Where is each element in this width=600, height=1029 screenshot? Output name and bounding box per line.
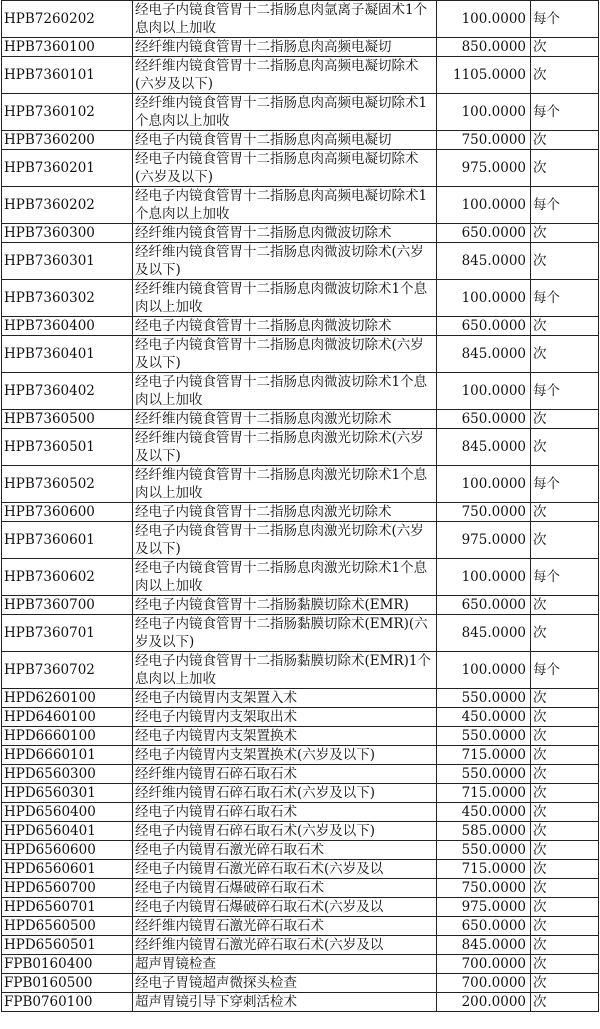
name-cell: 经纤维内镜食管胃十二指肠息肉高频电凝切除术1个息肉以上加收	[133, 94, 437, 131]
price-cell: 550.0000	[437, 841, 531, 860]
code-cell: HPB7360702	[2, 652, 133, 689]
unit-cell: 次	[531, 898, 599, 917]
name-cell: 经电子内镜食管胃十二指肠息肉微波切除术	[133, 317, 437, 336]
code-cell: FPB0160500	[2, 974, 133, 993]
name-cell: 经电子内镜胃内支架置入术	[133, 689, 437, 708]
code-cell: HPB7360501	[2, 429, 133, 466]
code-cell: HPB7360602	[2, 559, 133, 596]
name-cell: 经电子内镜食管胃十二指肠息肉高频电凝切	[133, 131, 437, 150]
name-cell: 经电子内镜食管胃十二指肠息肉高频电凝切除术1个息肉以上加收	[133, 187, 437, 224]
price-cell: 100.0000	[437, 280, 531, 317]
price-cell: 975.0000	[437, 898, 531, 917]
price-cell: 100.0000	[437, 466, 531, 503]
table-row	[2, 708, 599, 727]
unit-cell: 次	[531, 727, 599, 746]
name-cell: 经电子内镜胃内支架置换术	[133, 727, 437, 746]
code-cell: HPB7360400	[2, 317, 133, 336]
price-cell: 1105.0000	[437, 57, 531, 94]
code-cell: HPD6560501	[2, 936, 133, 955]
price-cell: 100.0000	[437, 652, 531, 689]
price-cell: 100.0000	[437, 373, 531, 410]
price-cell: 845.0000	[437, 936, 531, 955]
price-cell: 650.0000	[437, 917, 531, 936]
table-row	[2, 652, 599, 689]
unit-cell: 次	[531, 936, 599, 955]
code-cell: HPB7360500	[2, 410, 133, 429]
name-cell: 经纤维内镜食管胃十二指肠息肉激光切除术1个息肉以上加收	[133, 466, 437, 503]
price-cell: 550.0000	[437, 727, 531, 746]
code-cell: HPB7360101	[2, 57, 133, 94]
code-cell: HPD6660101	[2, 746, 133, 765]
name-cell: 经纤维内镜胃石激光碎石取石术	[133, 917, 437, 936]
unit-cell: 次	[531, 784, 599, 803]
table-row	[2, 94, 599, 131]
price-cell: 975.0000	[437, 150, 531, 187]
table-row	[2, 860, 599, 879]
name-cell: 经电子内镜食管胃十二指肠息肉高频电凝切除术(六岁及以下)	[133, 150, 437, 187]
name-cell: 经电子胃镜超声微探头检查	[133, 974, 437, 993]
table-row	[2, 57, 599, 94]
unit-cell: 次	[531, 708, 599, 727]
code-cell: HPB7360402	[2, 373, 133, 410]
table-row	[2, 503, 599, 522]
unit-cell: 次	[531, 879, 599, 898]
table-row	[2, 841, 599, 860]
unit-cell: 次	[531, 150, 599, 187]
price-cell: 750.0000	[437, 131, 531, 150]
price-cell: 845.0000	[437, 429, 531, 466]
code-cell: HPB7360502	[2, 466, 133, 503]
table-row	[2, 317, 599, 336]
table-row	[2, 522, 599, 559]
code-cell: HPD6560701	[2, 898, 133, 917]
unit-cell: 次	[531, 410, 599, 429]
table-row	[2, 936, 599, 955]
code-cell: HPD6560601	[2, 860, 133, 879]
table-row	[2, 38, 599, 57]
price-cell: 650.0000	[437, 317, 531, 336]
table-row	[2, 822, 599, 841]
price-cell: 975.0000	[437, 522, 531, 559]
unit-cell: 次	[531, 841, 599, 860]
name-cell: 经电子内镜胃内支架置换术(六岁及以下)	[133, 746, 437, 765]
price-cell: 715.0000	[437, 746, 531, 765]
code-cell: FPB0760100	[2, 993, 133, 1012]
code-cell: FPB0160400	[2, 955, 133, 974]
code-cell: HPD6260100	[2, 689, 133, 708]
table-row	[2, 879, 599, 898]
price-cell: 100.0000	[437, 94, 531, 131]
unit-cell: 次	[531, 917, 599, 936]
name-cell: 经电子内镜食管胃十二指肠息肉激光切除术	[133, 503, 437, 522]
table-row	[2, 1, 599, 38]
table-row	[2, 131, 599, 150]
table-row	[2, 974, 599, 993]
price-cell: 450.0000	[437, 708, 531, 727]
unit-cell: 次	[531, 822, 599, 841]
name-cell: 经电子内镜胃内支架取出术	[133, 708, 437, 727]
unit-cell: 每个	[531, 466, 599, 503]
table-row	[2, 429, 599, 466]
table-row	[2, 615, 599, 652]
name-cell: 经电子内镜食管胃十二指肠息肉氩离子凝固术1个息肉以上加收	[133, 1, 437, 38]
table-row	[2, 898, 599, 917]
price-cell: 750.0000	[437, 503, 531, 522]
table-row	[2, 410, 599, 429]
price-cell: 200.0000	[437, 993, 531, 1012]
unit-cell: 每个	[531, 652, 599, 689]
code-cell: HPB7360600	[2, 503, 133, 522]
code-cell: HPD6560600	[2, 841, 133, 860]
price-cell: 100.0000	[437, 559, 531, 596]
code-cell: HPB7260202	[2, 1, 133, 38]
code-cell: HPD6660100	[2, 727, 133, 746]
table-row	[2, 993, 599, 1012]
unit-cell: 次	[531, 955, 599, 974]
unit-cell: 次	[531, 522, 599, 559]
price-cell: 715.0000	[437, 784, 531, 803]
name-cell: 经电子内镜胃石碎石取石术(六岁及以下)	[133, 822, 437, 841]
name-cell: 经电子内镜食管胃十二指肠息肉微波切除术1个息肉以上加收	[133, 373, 437, 410]
unit-cell: 次	[531, 596, 599, 615]
name-cell: 经电子内镜食管胃十二指肠息肉激光切除术(六岁及以下)	[133, 522, 437, 559]
name-cell: 经纤维内镜胃石激光碎石取石术(六岁及以	[133, 936, 437, 955]
price-cell: 700.0000	[437, 974, 531, 993]
price-cell: 845.0000	[437, 243, 531, 280]
price-cell: 650.0000	[437, 596, 531, 615]
code-cell: HPD6460100	[2, 708, 133, 727]
price-cell: 845.0000	[437, 336, 531, 373]
code-cell: HPB7360700	[2, 596, 133, 615]
table-row	[2, 784, 599, 803]
unit-cell: 次	[531, 429, 599, 466]
unit-cell: 次	[531, 860, 599, 879]
name-cell: 经纤维内镜食管胃十二指肠息肉激光切除术	[133, 410, 437, 429]
table-row	[2, 559, 599, 596]
unit-cell: 次	[531, 243, 599, 280]
code-cell: HPD6560400	[2, 803, 133, 822]
code-cell: HPD6560500	[2, 917, 133, 936]
code-cell: HPB7360201	[2, 150, 133, 187]
code-cell: HPD6560300	[2, 765, 133, 784]
code-cell: HPB7360102	[2, 94, 133, 131]
name-cell: 经纤维内镜食管胃十二指肠息肉微波切除术1个息肉以上加收	[133, 280, 437, 317]
unit-cell: 每个	[531, 187, 599, 224]
table-row	[2, 689, 599, 708]
table-row	[2, 917, 599, 936]
unit-cell: 每个	[531, 1, 599, 38]
name-cell: 经纤维内镜胃石碎石取石术	[133, 765, 437, 784]
unit-cell: 次	[531, 224, 599, 243]
price-table-body	[2, 1, 599, 1012]
price-cell: 650.0000	[437, 224, 531, 243]
table-row	[2, 280, 599, 317]
code-cell: HPB7360701	[2, 615, 133, 652]
unit-cell: 次	[531, 131, 599, 150]
name-cell: 经电子内镜食管胃十二指肠息肉微波切除术(六岁及以下)	[133, 336, 437, 373]
unit-cell: 每个	[531, 373, 599, 410]
name-cell: 经纤维内镜食管胃十二指肠息肉微波切除术	[133, 224, 437, 243]
code-cell: HPD6560401	[2, 822, 133, 841]
table-row	[2, 765, 599, 784]
unit-cell: 次	[531, 57, 599, 94]
table-row	[2, 224, 599, 243]
code-cell: HPD6560301	[2, 784, 133, 803]
table-row	[2, 596, 599, 615]
unit-cell: 次	[531, 615, 599, 652]
code-cell: HPB7360202	[2, 187, 133, 224]
price-cell: 845.0000	[437, 615, 531, 652]
code-cell: HPB7360401	[2, 336, 133, 373]
unit-cell: 次	[531, 993, 599, 1012]
unit-cell: 次	[531, 38, 599, 57]
code-cell: HPD6560700	[2, 879, 133, 898]
table-row	[2, 803, 599, 822]
price-cell: 750.0000	[437, 879, 531, 898]
table-row	[2, 466, 599, 503]
unit-cell: 次	[531, 336, 599, 373]
name-cell: 经电子内镜胃石爆破碎石取石术	[133, 879, 437, 898]
name-cell: 经电子内镜食管胃十二指肠黏膜切除术(EMR)1个息肉以上加收	[133, 652, 437, 689]
name-cell: 经电子内镜胃石爆破碎石取石术(六岁及以	[133, 898, 437, 917]
name-cell: 超声胃镜引导下穿刺活检术	[133, 993, 437, 1012]
name-cell: 经纤维内镜食管胃十二指肠息肉高频电凝切	[133, 38, 437, 57]
unit-cell: 次	[531, 317, 599, 336]
code-cell: HPB7360601	[2, 522, 133, 559]
unit-cell: 次	[531, 503, 599, 522]
name-cell: 经纤维内镜食管胃十二指肠息肉激光切除术(六岁及以下)	[133, 429, 437, 466]
unit-cell: 次	[531, 803, 599, 822]
price-cell: 715.0000	[437, 860, 531, 879]
unit-cell: 每个	[531, 94, 599, 131]
price-cell: 650.0000	[437, 410, 531, 429]
table-row	[2, 727, 599, 746]
price-cell: 550.0000	[437, 765, 531, 784]
code-cell: HPB7360300	[2, 224, 133, 243]
code-cell: HPB7360200	[2, 131, 133, 150]
unit-cell: 每个	[531, 559, 599, 596]
price-cell: 585.0000	[437, 822, 531, 841]
table-row	[2, 746, 599, 765]
unit-cell: 次	[531, 746, 599, 765]
code-cell: HPB7360100	[2, 38, 133, 57]
price-cell: 700.0000	[437, 955, 531, 974]
price-table	[1, 0, 599, 1012]
price-cell: 850.0000	[437, 38, 531, 57]
price-cell: 100.0000	[437, 187, 531, 224]
price-cell: 550.0000	[437, 689, 531, 708]
code-cell: HPB7360302	[2, 280, 133, 317]
unit-cell: 每个	[531, 280, 599, 317]
name-cell: 经电子内镜食管胃十二指肠黏膜切除术(EMR)	[133, 596, 437, 615]
table-row	[2, 150, 599, 187]
name-cell: 经电子内镜胃石激光碎石取石术(六岁及以	[133, 860, 437, 879]
name-cell: 经电子内镜食管胃十二指肠黏膜切除术(EMR)(六岁及以下)	[133, 615, 437, 652]
unit-cell: 次	[531, 765, 599, 784]
table-row	[2, 336, 599, 373]
table-row	[2, 373, 599, 410]
price-cell: 100.0000	[437, 1, 531, 38]
name-cell: 经电子内镜食管胃十二指肠息肉激光切除术1个息肉以上加收	[133, 559, 437, 596]
code-cell: HPB7360301	[2, 243, 133, 280]
unit-cell: 次	[531, 974, 599, 993]
name-cell: 超声胃镜检查	[133, 955, 437, 974]
price-cell: 450.0000	[437, 803, 531, 822]
name-cell: 经纤维内镜食管胃十二指肠息肉高频电凝切除术(六岁及以下)	[133, 57, 437, 94]
name-cell: 经纤维内镜胃石碎石取石术(六岁及以下)	[133, 784, 437, 803]
name-cell: 经纤维内镜食管胃十二指肠息肉微波切除术(六岁及以下)	[133, 243, 437, 280]
name-cell: 经电子内镜胃石激光碎石取石术	[133, 841, 437, 860]
table-row	[2, 187, 599, 224]
table-row	[2, 955, 599, 974]
name-cell: 经电子内镜胃石碎石取石术	[133, 803, 437, 822]
unit-cell: 次	[531, 689, 599, 708]
table-row	[2, 243, 599, 280]
